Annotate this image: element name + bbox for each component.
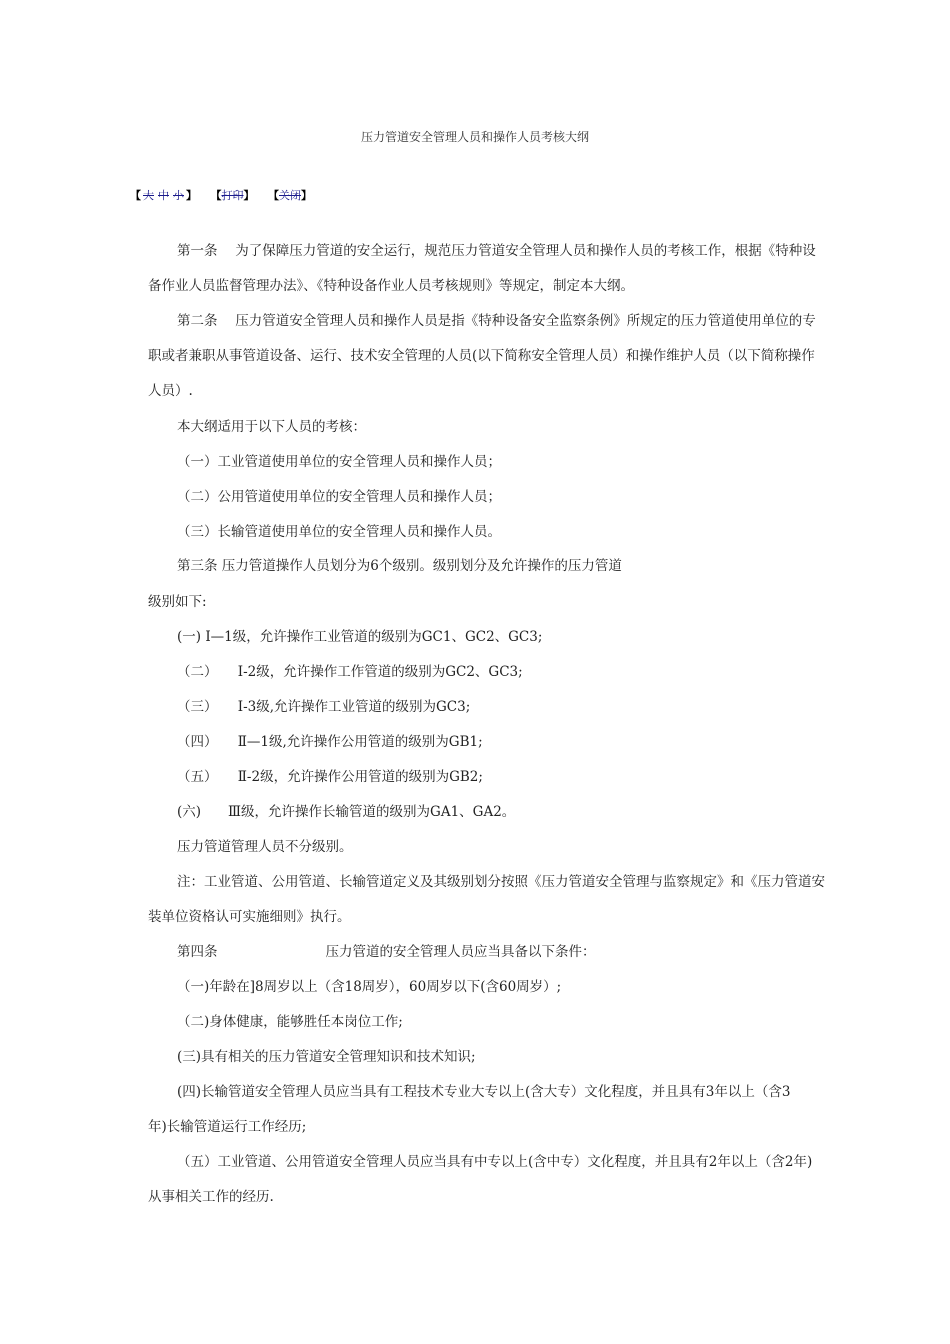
condition-item-4-line-2: 年)长输管道运行工作经历; — [148, 1119, 307, 1135]
condition-item-4-line-1: (四)长输管道安全管理人员应当具有工程技术专业大专以上(含大专）文化程度，并且具有3年以上（含3 — [177, 1084, 791, 1100]
print-link[interactable]: 打印 — [221, 189, 244, 202]
level-item-5: （五） Ⅱ-2级，允许操作公用管道的级别为GB2; — [177, 769, 483, 785]
close-link[interactable]: 关闭 — [279, 189, 301, 202]
condition-item-1: （一)年龄在]8周岁以上（含18周岁），60周岁以下(含60周岁）; — [177, 979, 562, 995]
condition-item-5-line-2: 从事相关工作的经历. — [148, 1189, 274, 1205]
manager-no-level: 压力管道管理人员不分级别。 — [177, 839, 353, 855]
scope-item-1: （一）工业管道使用单位的安全管理人员和操作人员； — [177, 454, 501, 470]
bracket-close: 】 — [186, 189, 197, 202]
condition-item-3: (三)具有相关的压力管道安全管理知识和技术知识; — [177, 1049, 476, 1065]
level-item-6: (六) Ⅲ级，允许操作长输管道的级别为GA1、GA2。 — [177, 804, 516, 820]
scope-item-3: （三）长输管道使用单位的安全管理人员和操作人员。 — [177, 524, 501, 540]
font-size-medium-link[interactable]: 中 — [158, 189, 169, 202]
article-2-line-1: 第二条 压力管道安全管理人员和操作人员是指《特种设备安全监察条例》所规定的压力管道使用单位的专 — [177, 313, 816, 329]
level-item-1: (一) Ⅰ—1级，允许操作工业管道的级别为GC1、GC2、GC3; — [177, 629, 543, 645]
condition-item-5-line-1: （五）工业管道、公用管道安全管理人员应当具有中专以上(含中专）文化程度，并且具有2年以上（含2年) — [177, 1154, 813, 1170]
bracket-open: 【 — [268, 189, 279, 202]
note-line-2: 装单位资格认可实施细则》执行。 — [148, 909, 351, 925]
article-2-line-3: 人员）. — [148, 383, 193, 399]
bracket-open: 【 — [210, 189, 222, 202]
print-control — [211, 189, 255, 202]
level-item-4: （四） Ⅱ—1级,允许操作公用管道的级别为GB1; — [177, 734, 483, 750]
scope-intro: 本大纲适用于以下人员的考核： — [177, 419, 366, 435]
close-control — [268, 189, 312, 202]
condition-item-2: （二)身体健康，能够胜任本岗位工作; — [177, 1014, 403, 1030]
article-3-line-2: 级别如下: — [148, 594, 207, 610]
note-line-1: 注：工业管道、公用管道、长输管道定义及其级别划分按照《压力管道安全管理与监察规定》和《压力管道安 — [177, 874, 825, 890]
scope-item-2: （二）公用管道使用单位的安全管理人员和操作人员； — [177, 489, 501, 505]
font-size-small-link[interactable]: 小 — [173, 189, 184, 202]
level-item-3: （三） Ⅰ-3级,允许操作工业管道的级别为GC3; — [177, 699, 471, 715]
level-item-2: （二） Ⅰ-2级，允许操作工作管道的级别为GC2、GC3; — [177, 664, 523, 680]
bracket-close: 】 — [243, 189, 255, 202]
toolbar — [130, 187, 322, 203]
article-1-line-2: 备作业人员监督管理办法》、《特种设备作业人员考核规则》等规定，制定本大纲。 — [148, 278, 634, 294]
article-2-line-2: 职或者兼职从事管道设备、运行、技术安全管理的人员(以下简称安全管理人员）和操作维护人员（以下简称操作 — [148, 348, 815, 364]
bracket-open: 【 — [130, 189, 141, 202]
article-4-heading: 第四条 压力管道的安全管理人员应当具备以下条件： — [177, 944, 596, 960]
article-1-line-1: 第一条 为了保障压力管道的安全运行，规范压力管道安全管理人员和操作人员的考核工作，根据《特种设 — [177, 243, 816, 259]
article-3-line-1: 第三条 压力管道操作人员划分为6个级别。级别划分及允许操作的压力管道 — [177, 558, 622, 574]
font-size-large-link[interactable]: 大 — [143, 189, 154, 202]
bracket-close: 】 — [301, 189, 312, 202]
document-title: 压力管道安全管理人员和操作人员考核大纲 — [360, 130, 589, 144]
font-size-controls — [130, 189, 197, 202]
